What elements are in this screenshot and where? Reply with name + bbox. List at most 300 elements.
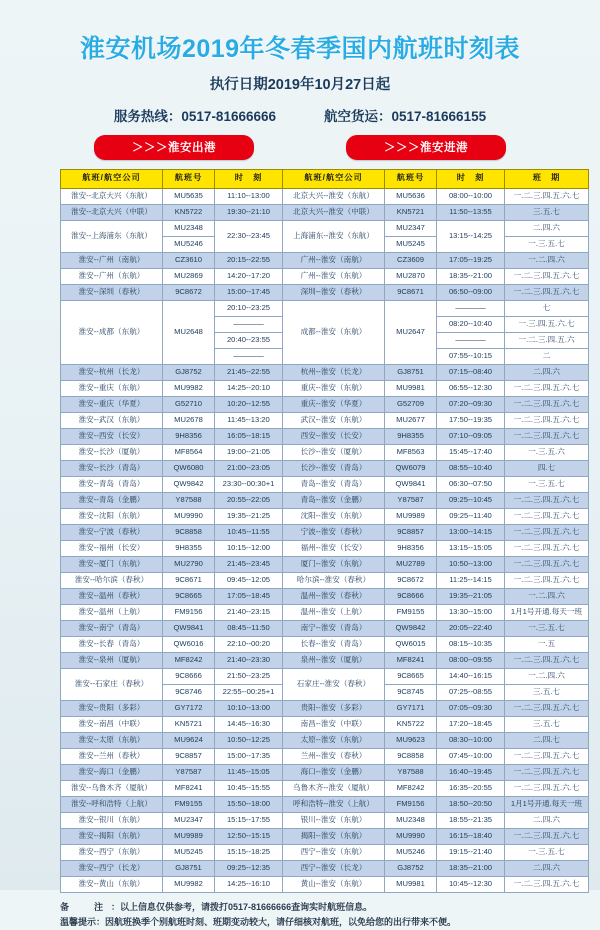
dep-flightno-cell: QW6080: [163, 460, 215, 476]
arr-time-cell: 20:05--22:40: [437, 620, 505, 636]
arr-flightno-cell: MF8242: [385, 780, 437, 796]
arr-flightno-cell: MU5245: [385, 236, 437, 252]
dep-flightno-cell: MU5635: [163, 188, 215, 204]
col-dep-time: 时 刻: [215, 169, 283, 188]
dep-time-cell: 21:45--22:55: [215, 364, 283, 380]
arr-flightno-cell: 9C8857: [385, 524, 437, 540]
arr-flightno-cell: QW9842: [385, 620, 437, 636]
days-cell: 一.二.三.四.五.六.七: [505, 700, 589, 716]
dep-time-cell: 10:10--13:00: [215, 700, 283, 716]
days-cell: 一.二.三.四.五.六.七: [505, 780, 589, 796]
table-row: [61, 428, 589, 444]
arr-flightno-cell: MU5636: [385, 188, 437, 204]
days-cell: 二.四.六: [505, 860, 589, 876]
table-row: [61, 572, 589, 588]
days-cell: 一.二.三.四.五.六.七: [505, 428, 589, 444]
dep-route-cell: 淮安--长沙（厦航）: [61, 444, 163, 460]
dep-flightno-cell: CZ3610: [163, 252, 215, 268]
dep-time-cell: 15:50--18:00: [215, 796, 283, 812]
arr-flightno-cell: 9H8355: [385, 428, 437, 444]
table-row: [61, 540, 589, 556]
dep-route-cell: 淮安--青岛（青岛）: [61, 476, 163, 492]
table-row: [61, 844, 589, 860]
dep-flightno-cell: MU2348: [163, 220, 215, 236]
arr-time-cell: 08:00--09:55: [437, 652, 505, 668]
days-cell: 一.三.五.七: [505, 620, 589, 636]
dep-time-cell: 15:00--17:35: [215, 748, 283, 764]
footer-tip: 温馨提示：因航班换季个别航班时刻、班期变动较大，请仔细核对航班，以免给您的出行带来不便。: [60, 915, 540, 930]
dep-route-cell: 淮安--广州（南航）: [61, 252, 163, 268]
days-cell: 二.四.六: [505, 812, 589, 828]
arr-route-cell: 海口--淮安（金鹏）: [283, 764, 385, 780]
arr-time-cell: 07:55--10:15: [437, 348, 505, 364]
arr-route-cell: 太原--淮安（东航）: [283, 732, 385, 748]
dep-time-cell: 15:00--17:45: [215, 284, 283, 300]
arr-flightno-cell: FM9156: [385, 796, 437, 812]
dep-time-cell: 20:15--22:55: [215, 252, 283, 268]
footer-notes: [60, 900, 540, 930]
arr-time-cell: 13:15--14:25: [437, 220, 505, 252]
dep-flightno-cell: GJ8752: [163, 364, 215, 380]
arr-flightno-cell: MU2647: [385, 300, 437, 364]
arr-flightno-cell: QW6015: [385, 636, 437, 652]
days-cell: 一.二.三.四.五.六.七: [505, 396, 589, 412]
dep-route-cell: 淮安--哈尔滨（春秋）: [61, 572, 163, 588]
table-row: [61, 284, 589, 300]
arr-flightno-cell: 9C8666: [385, 588, 437, 604]
section-pills: [0, 135, 600, 160]
dep-flightno-cell: 9C8746: [163, 684, 215, 700]
arr-flightno-cell: 9C8671: [385, 284, 437, 300]
dep-flightno-cell: FM9155: [163, 796, 215, 812]
days-cell: 一.二.三.四.五.六.七: [505, 876, 589, 892]
dep-time-cell: 15:15--17:55: [215, 812, 283, 828]
arr-route-cell: 成都--淮安（东航）: [283, 300, 385, 364]
dep-time-cell: 23:30--00:30+1: [215, 476, 283, 492]
dep-flightno-cell: Y87587: [163, 764, 215, 780]
days-cell: 一.二.三.四.五.六.七: [505, 828, 589, 844]
table-row: [61, 748, 589, 764]
arr-flightno-cell: QW6079: [385, 460, 437, 476]
arr-route-cell: 揭阳--淮安（东航）: [283, 828, 385, 844]
arr-flightno-cell: 9C8745: [385, 684, 437, 700]
arr-time-cell: 18:50--20:50: [437, 796, 505, 812]
dep-time-cell: 19:00--21:05: [215, 444, 283, 460]
dep-flightno-cell: QW9842: [163, 476, 215, 492]
days-cell: 一.二.三.四.五.六.七: [505, 412, 589, 428]
dep-time-cell: 16:05--18:15: [215, 428, 283, 444]
table-row: [61, 220, 589, 236]
dep-route-cell: 淮安--深圳（春秋）: [61, 284, 163, 300]
table-row: [61, 188, 589, 204]
dep-time-cell: 21:00--23:05: [215, 460, 283, 476]
arr-route-cell: 南宁--淮安（青岛）: [283, 620, 385, 636]
table-row: [61, 204, 589, 220]
dep-flightno-cell: MU9982: [163, 380, 215, 396]
col-days: 班 期: [505, 169, 589, 188]
arr-time-cell: 17:20--18:45: [437, 716, 505, 732]
arrival-pill[interactable]: ＞＞＞淮安进港: [346, 135, 506, 160]
arr-time-cell: 07:25--08:55: [437, 684, 505, 700]
dep-flightno-cell: 9C8857: [163, 748, 215, 764]
days-cell: 三.五.七: [505, 716, 589, 732]
dep-route-cell: 淮安--银川（东航）: [61, 812, 163, 828]
arr-route-cell: 呼和浩特--淮安（上航）: [283, 796, 385, 812]
dep-route-cell: 淮安--北京大兴（中联）: [61, 204, 163, 220]
cargo-hotline: 航空货运：0517-81666155: [324, 105, 486, 125]
days-cell: 一.二.三.四.五.六.七: [505, 268, 589, 284]
table-row: [61, 524, 589, 540]
table-row: [61, 476, 589, 492]
days-cell: 一.二.三.四.五.六.七: [505, 540, 589, 556]
arr-flightno-cell: MU2870: [385, 268, 437, 284]
dep-time-cell: 10:45--15:55: [215, 780, 283, 796]
arr-time-cell: ————: [437, 332, 505, 348]
days-cell: 一.三.五.七: [505, 236, 589, 252]
dep-time-cell: 22:10--00:20: [215, 636, 283, 652]
contact-row: [0, 105, 600, 125]
dep-time-cell: 20:40--23:55: [215, 332, 283, 348]
dep-flightno-cell: QW6016: [163, 636, 215, 652]
dep-flightno-cell: 9C8858: [163, 524, 215, 540]
table-row: [61, 620, 589, 636]
dep-flightno-cell: G52710: [163, 396, 215, 412]
dep-time-cell: 14:45--16:30: [215, 716, 283, 732]
dep-route-cell: 淮安--成都（东航）: [61, 300, 163, 364]
table-row: [61, 268, 589, 284]
table-row: [61, 460, 589, 476]
note-text: ：以上信息仅供参考，请拨打0517-81666666查询实时航班信息。: [111, 902, 372, 912]
page-header: [0, 0, 600, 160]
days-cell: 一.二.三.四.五.六.七: [505, 508, 589, 524]
arr-route-cell: 西宁--淮安（东航）: [283, 844, 385, 860]
dep-time-cell: 21:40--23:30: [215, 652, 283, 668]
table-row: [61, 364, 589, 380]
table-row: [61, 508, 589, 524]
col-dep-route: 航班/航空公司: [61, 169, 163, 188]
dep-time-cell: 22:30--23:45: [215, 220, 283, 252]
days-cell: 一.二.三.四.五.六.七: [505, 188, 589, 204]
table-head: [61, 169, 589, 188]
dep-time-cell: 09:25--12:35: [215, 860, 283, 876]
dep-flightno-cell: MU2790: [163, 556, 215, 572]
arr-time-cell: 06:50--09:00: [437, 284, 505, 300]
table-row: [61, 796, 589, 812]
departure-pill[interactable]: ＞＞＞淮安出港: [94, 135, 254, 160]
dep-time-cell: 21:40--23:15: [215, 604, 283, 620]
dep-flightno-cell: 9C8665: [163, 588, 215, 604]
days-cell: 二: [505, 348, 589, 364]
dep-flightno-cell: FM9156: [163, 604, 215, 620]
dep-flightno-cell: MU2678: [163, 412, 215, 428]
dep-time-cell: ————: [215, 316, 283, 332]
arr-time-cell: 19:15--21:40: [437, 844, 505, 860]
arr-time-cell: 07:45--10:00: [437, 748, 505, 764]
days-cell: 1月1号开通.每天一班: [505, 604, 589, 620]
arr-flightno-cell: KN5722: [385, 716, 437, 732]
arr-flightno-cell: MF8563: [385, 444, 437, 460]
arr-route-cell: 乌鲁木齐--淮安（厦航）: [283, 780, 385, 796]
arr-route-cell: 长春--淮安（青岛）: [283, 636, 385, 652]
table-row: [61, 780, 589, 796]
dep-time-cell: 09:45--12:05: [215, 572, 283, 588]
dep-time-cell: 08:45--11:50: [215, 620, 283, 636]
dep-flightno-cell: MU9990: [163, 508, 215, 524]
arr-flightno-cell: MU9989: [385, 508, 437, 524]
dep-route-cell: 淮安--西安（长安）: [61, 428, 163, 444]
arr-route-cell: 福州--淮安（长安）: [283, 540, 385, 556]
dep-time-cell: 10:45--11:55: [215, 524, 283, 540]
arr-route-cell: 武汉--淮安（东航）: [283, 412, 385, 428]
arr-route-cell: 南昌--淮安（中联）: [283, 716, 385, 732]
arr-time-cell: 10:45--12:30: [437, 876, 505, 892]
col-arr-time: 时 刻: [437, 169, 505, 188]
table-body: [61, 188, 589, 892]
arr-time-cell: 07:05--09:30: [437, 700, 505, 716]
table-row: [61, 812, 589, 828]
dep-time-cell: 21:50--23:25: [215, 668, 283, 684]
table-row: [61, 300, 589, 316]
days-cell: 二.四.六: [505, 220, 589, 236]
arr-route-cell: 北京大兴--淮安（东航）: [283, 188, 385, 204]
dep-route-cell: 淮安--宁波（春秋）: [61, 524, 163, 540]
arr-flightno-cell: GY7171: [385, 700, 437, 716]
footer-note: [60, 900, 540, 915]
days-cell: 一.二.三.四.五.六.七: [505, 284, 589, 300]
arr-flightno-cell: MU9981: [385, 876, 437, 892]
arr-time-cell: 19:35--21:05: [437, 588, 505, 604]
arr-route-cell: 沈阳--淮安（东航）: [283, 508, 385, 524]
arr-flightno-cell: GJ8751: [385, 364, 437, 380]
arr-time-cell: 07:20--09:30: [437, 396, 505, 412]
dep-route-cell: 淮安--黄山（东航）: [61, 876, 163, 892]
arr-flightno-cell: MU2348: [385, 812, 437, 828]
col-arr-route: 航班/航空公司: [283, 169, 385, 188]
dep-route-cell: 淮安--太原（东航）: [61, 732, 163, 748]
arr-flightno-cell: MU2789: [385, 556, 437, 572]
arr-route-cell: 泉州--淮安（厦航）: [283, 652, 385, 668]
dep-route-cell: 淮安--西宁（长龙）: [61, 860, 163, 876]
dep-time-cell: 19:35--21:25: [215, 508, 283, 524]
dep-time-cell: ————: [215, 348, 283, 364]
dep-flightno-cell: MU2648: [163, 300, 215, 364]
dep-flightno-cell: MU5245: [163, 844, 215, 860]
dep-route-cell: 淮安--兰州（春秋）: [61, 748, 163, 764]
arr-flightno-cell: G52709: [385, 396, 437, 412]
table-row: [61, 252, 589, 268]
table-row: [61, 764, 589, 780]
dep-route-cell: 淮安--武汉（东航）: [61, 412, 163, 428]
days-cell: 一.二.三.四.五.六.七: [505, 748, 589, 764]
days-cell: 一.二.三.四.五.六.七: [505, 652, 589, 668]
arr-time-cell: 16:35--20:55: [437, 780, 505, 796]
arr-route-cell: 黄山--淮安（东航）: [283, 876, 385, 892]
dep-route-cell: 淮安--南昌（中联）: [61, 716, 163, 732]
dep-flightno-cell: MF8242: [163, 652, 215, 668]
arr-time-cell: 13:15--15:05: [437, 540, 505, 556]
col-arr-no: 航班号: [385, 169, 437, 188]
arr-time-cell: 08:55--10:40: [437, 460, 505, 476]
dep-time-cell: 22:55--00:25+1: [215, 684, 283, 700]
dep-time-cell: 19:30--21:10: [215, 204, 283, 220]
table-row: [61, 380, 589, 396]
arr-route-cell: 重庆--淮安（华夏）: [283, 396, 385, 412]
table-row: [61, 396, 589, 412]
arr-time-cell: 10:50--13:00: [437, 556, 505, 572]
arr-route-cell: 长沙--淮安（厦航）: [283, 444, 385, 460]
days-cell: 1月1号开通.每天一班: [505, 796, 589, 812]
arr-time-cell: 15:45--17:40: [437, 444, 505, 460]
arr-route-cell: 厦门--淮安（东航）: [283, 556, 385, 572]
days-cell: 一.二.三.四.五.六.七: [505, 492, 589, 508]
service-hotline: 服务热线：0517-81666666: [114, 105, 276, 125]
arr-time-cell: 08:30--10:00: [437, 732, 505, 748]
col-dep-no: 航班号: [163, 169, 215, 188]
dep-time-cell: 10:15--12:00: [215, 540, 283, 556]
arr-route-cell: 宁波--淮安（春秋）: [283, 524, 385, 540]
dep-route-cell: 淮安--温州（春秋）: [61, 588, 163, 604]
arr-flightno-cell: FM9155: [385, 604, 437, 620]
dep-route-cell: 淮安--北京大兴（东航）: [61, 188, 163, 204]
days-cell: 一.二.三.四.五.六.七: [505, 764, 589, 780]
dep-route-cell: 淮安--贵阳（多彩）: [61, 700, 163, 716]
dep-route-cell: 淮安--福州（长安）: [61, 540, 163, 556]
arr-time-cell: 16:40--19:45: [437, 764, 505, 780]
dep-flightno-cell: MU9624: [163, 732, 215, 748]
arr-time-cell: 13:30--15:00: [437, 604, 505, 620]
dep-route-cell: 淮安--石家庄（春秋）: [61, 668, 163, 700]
days-cell: 七: [505, 300, 589, 316]
days-cell: 三.五.七: [505, 204, 589, 220]
dep-flightno-cell: MF8241: [163, 780, 215, 796]
arr-flightno-cell: 9C8672: [385, 572, 437, 588]
days-cell: 一.三.五.七: [505, 844, 589, 860]
arr-route-cell: 西安--淮安（长安）: [283, 428, 385, 444]
arr-route-cell: 银川--淮安（东航）: [283, 812, 385, 828]
dep-time-cell: 14:25--20:10: [215, 380, 283, 396]
arr-route-cell: 广州--淮安（南航）: [283, 252, 385, 268]
days-cell: 一.三.四.五.六.七: [505, 316, 589, 332]
dep-route-cell: 淮安--厦门（东航）: [61, 556, 163, 572]
arr-time-cell: 16:15--18:40: [437, 828, 505, 844]
arr-time-cell: 17:05--19:25: [437, 252, 505, 268]
arr-time-cell: 08:20--10:40: [437, 316, 505, 332]
table-row: [61, 412, 589, 428]
dep-flightno-cell: GY7172: [163, 700, 215, 716]
dep-route-cell: 淮安--南宁（青岛）: [61, 620, 163, 636]
dep-time-cell: 14:20--17:20: [215, 268, 283, 284]
dep-time-cell: 20:10--23:25: [215, 300, 283, 316]
dep-route-cell: 淮安--长沙（青岛）: [61, 460, 163, 476]
days-cell: 一.三.五.七: [505, 476, 589, 492]
table-row: [61, 444, 589, 460]
dep-route-cell: 淮安--重庆（华夏）: [61, 396, 163, 412]
dep-route-cell: 淮安--泉州（厦航）: [61, 652, 163, 668]
table-row: [61, 668, 589, 684]
dep-flightno-cell: 9H8355: [163, 540, 215, 556]
schedule-table: [60, 169, 589, 893]
dep-route-cell: 淮安--上海浦东（东航）: [61, 220, 163, 252]
arr-route-cell: 温州--淮安（春秋）: [283, 588, 385, 604]
arr-time-cell: 09:25--10:45: [437, 492, 505, 508]
dep-flightno-cell: GJ8751: [163, 860, 215, 876]
arr-time-cell: 09:25--11:40: [437, 508, 505, 524]
arr-time-cell: 06:55--12:30: [437, 380, 505, 396]
arr-flightno-cell: 9H8356: [385, 540, 437, 556]
arr-route-cell: 贵阳--淮安（多彩）: [283, 700, 385, 716]
dep-flightno-cell: MU9989: [163, 828, 215, 844]
table-row: [61, 492, 589, 508]
header-row: [61, 169, 589, 188]
dep-flightno-cell: QW9841: [163, 620, 215, 636]
arr-flightno-cell: QW9841: [385, 476, 437, 492]
arr-time-cell: 07:15--08:40: [437, 364, 505, 380]
arr-flightno-cell: 9C8858: [385, 748, 437, 764]
arr-route-cell: 石家庄--淮安（春秋）: [283, 668, 385, 700]
table-row: [61, 860, 589, 876]
arr-time-cell: 07:10--09:05: [437, 428, 505, 444]
days-cell: 一.二.三.四.五.六.七: [505, 380, 589, 396]
arr-flightno-cell: MU2347: [385, 220, 437, 236]
days-cell: 一.二.三.四.五.六: [505, 332, 589, 348]
table-row: [61, 828, 589, 844]
dep-time-cell: 11:45--13:20: [215, 412, 283, 428]
dep-route-cell: 淮安--青岛（金鹏）: [61, 492, 163, 508]
dep-time-cell: 10:50--12:25: [215, 732, 283, 748]
days-cell: 四.七: [505, 460, 589, 476]
dep-flightno-cell: 9H8356: [163, 428, 215, 444]
dep-flightno-cell: MU9982: [163, 876, 215, 892]
arr-route-cell: 广州--淮安（东航）: [283, 268, 385, 284]
arr-route-cell: 北京大兴--淮安（中联）: [283, 204, 385, 220]
arr-flightno-cell: 9C8665: [385, 668, 437, 684]
arr-time-cell: 18:35--21:00: [437, 268, 505, 284]
dep-time-cell: 11:10--13:00: [215, 188, 283, 204]
days-cell: 一.五: [505, 636, 589, 652]
arr-route-cell: 兰州--淮安（春秋）: [283, 748, 385, 764]
days-cell: 一.二.三.四.五.六.七: [505, 572, 589, 588]
arr-route-cell: 青岛--淮安（青岛）: [283, 476, 385, 492]
dep-route-cell: 淮安--广州（东航）: [61, 268, 163, 284]
arr-flightno-cell: GJ8752: [385, 860, 437, 876]
days-cell: 一.二.四.六: [505, 588, 589, 604]
days-cell: 一.二.三.四.五.六.七: [505, 556, 589, 572]
days-cell: 三.五.七: [505, 684, 589, 700]
table-row: [61, 588, 589, 604]
dep-route-cell: 淮安--温州（上航）: [61, 604, 163, 620]
page-title: 淮安机场2019年冬春季国内航班时刻表: [0, 36, 600, 64]
arr-route-cell: 青岛--淮安（金鹏）: [283, 492, 385, 508]
days-cell: 一.三.五.六: [505, 444, 589, 460]
days-cell: 一.二.三.四.五.六.七: [505, 524, 589, 540]
arr-time-cell: ————: [437, 300, 505, 316]
dep-route-cell: 淮安--西宁（东航）: [61, 844, 163, 860]
dep-flightno-cell: 9C8671: [163, 572, 215, 588]
table-row: [61, 716, 589, 732]
arr-flightno-cell: MF8241: [385, 652, 437, 668]
days-cell: 一.二.四.六: [505, 252, 589, 268]
arr-flightno-cell: MU9990: [385, 828, 437, 844]
dep-route-cell: 淮安--重庆（东航）: [61, 380, 163, 396]
days-cell: 二.四.六: [505, 364, 589, 380]
dep-flightno-cell: 9C8672: [163, 284, 215, 300]
arr-route-cell: 杭州--淮安（长龙）: [283, 364, 385, 380]
arr-time-cell: 18:55--21:35: [437, 812, 505, 828]
dep-flightno-cell: KN5721: [163, 716, 215, 732]
table-row: [61, 556, 589, 572]
arr-flightno-cell: Y87587: [385, 492, 437, 508]
arr-time-cell: 06:30--07:50: [437, 476, 505, 492]
